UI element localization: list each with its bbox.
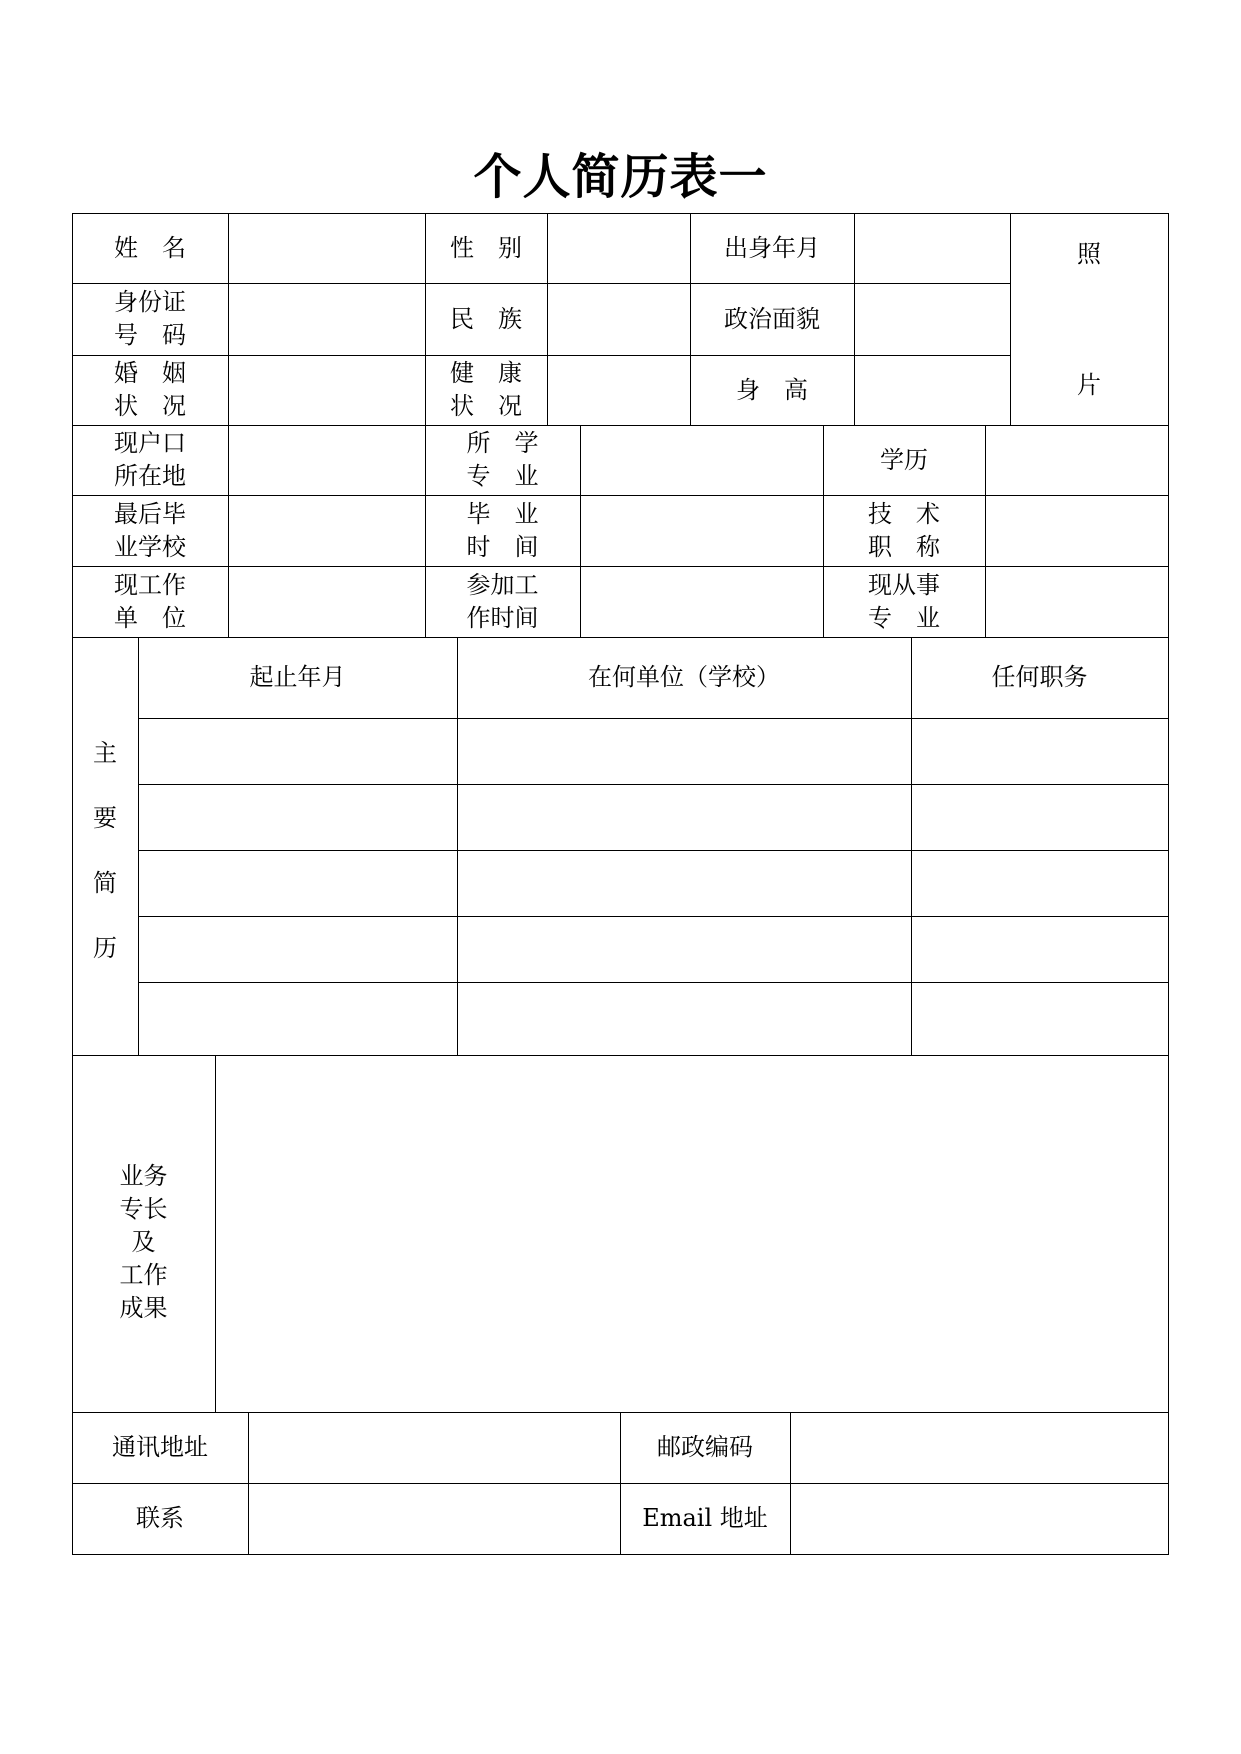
field-grad-time[interactable] xyxy=(581,496,822,566)
resume-cell-period[interactable] xyxy=(139,851,456,916)
field-current-field[interactable] xyxy=(986,567,1168,637)
resume-cell-unit[interactable] xyxy=(458,983,910,1055)
field-postal-code[interactable] xyxy=(791,1413,1168,1483)
resume-header-period: 起止年月 xyxy=(249,663,346,691)
label-marital: 婚 姻 状 况 xyxy=(114,359,186,420)
field-tech-title[interactable] xyxy=(986,496,1168,566)
resume-cell-period[interactable] xyxy=(139,917,456,982)
resume-header-unit: 在何单位（学校） xyxy=(588,663,780,691)
resume-cell-unit[interactable] xyxy=(458,785,910,850)
resume-cell-position[interactable] xyxy=(912,851,1168,916)
field-address[interactable] xyxy=(249,1413,619,1483)
resume-cell-position[interactable] xyxy=(912,785,1168,850)
field-political[interactable] xyxy=(855,284,1010,355)
resume-cell-period[interactable] xyxy=(139,785,456,850)
photo-label-top: 照 xyxy=(1077,239,1101,268)
field-ethnicity[interactable] xyxy=(548,284,689,355)
label-address: 通讯地址 xyxy=(112,1433,208,1461)
resume-cell-position[interactable] xyxy=(912,983,1168,1055)
label-political: 政治面貌 xyxy=(724,304,820,333)
label-hukou: 现户口 所在地 xyxy=(114,429,186,490)
field-school[interactable] xyxy=(229,496,424,566)
label-ethnicity: 民 族 xyxy=(450,304,522,333)
resume-cell-position[interactable] xyxy=(912,719,1168,784)
field-contact[interactable] xyxy=(249,1484,619,1554)
field-email[interactable] xyxy=(791,1484,1168,1554)
field-birth[interactable] xyxy=(855,214,1010,283)
label-tech-title: 技 术 职 称 xyxy=(868,499,940,561)
label-postal-code: 邮政编码 xyxy=(657,1433,753,1461)
label-school: 最后毕 业学校 xyxy=(114,499,186,561)
label-resume: 主 要 简 历 xyxy=(93,739,117,962)
label-health: 健 康 状 况 xyxy=(450,359,522,420)
field-major[interactable] xyxy=(581,426,822,495)
label-employer: 现工作 单 位 xyxy=(114,570,186,632)
field-health[interactable] xyxy=(548,356,689,425)
resume-cell-unit[interactable] xyxy=(458,917,910,982)
page-title: 个人简历表一 xyxy=(473,149,768,205)
field-marital[interactable] xyxy=(229,356,424,425)
field-id-number[interactable] xyxy=(229,284,424,355)
label-grad-time: 毕 业 时 间 xyxy=(466,499,539,561)
label-work-start: 参加工 作时间 xyxy=(466,570,539,632)
field-gender[interactable] xyxy=(548,214,689,283)
field-employer[interactable] xyxy=(229,567,424,637)
field-skills[interactable] xyxy=(216,1056,1168,1412)
label-major: 所 学 专 业 xyxy=(466,429,539,490)
resume-header-position: 任何职务 xyxy=(991,663,1088,691)
photo-label-bottom: 片 xyxy=(1077,370,1101,399)
label-gender: 性 别 xyxy=(450,233,522,262)
field-name[interactable] xyxy=(229,214,424,283)
label-email: Email 地址 xyxy=(642,1504,768,1532)
field-hukou[interactable] xyxy=(229,426,424,495)
label-height: 身 高 xyxy=(736,375,808,404)
label-skills: 业务 专长 及 工作 成果 xyxy=(119,1162,168,1322)
resume-cell-period[interactable] xyxy=(139,983,456,1055)
resume-cell-period[interactable] xyxy=(139,719,456,784)
label-name: 姓 名 xyxy=(114,233,186,262)
label-id-number: 身份证 号 码 xyxy=(114,288,186,349)
resume-cell-unit[interactable] xyxy=(458,851,910,916)
field-height[interactable] xyxy=(855,356,1010,425)
label-birth: 出身年月 xyxy=(724,233,820,262)
label-contact: 联系 xyxy=(136,1504,184,1532)
field-education[interactable] xyxy=(986,426,1168,495)
resume-cell-unit[interactable] xyxy=(458,719,910,784)
label-current-field: 现从事 专 业 xyxy=(868,570,940,632)
label-education: 学历 xyxy=(880,445,928,474)
field-work-start[interactable] xyxy=(581,567,822,637)
resume-cell-position[interactable] xyxy=(912,917,1168,982)
